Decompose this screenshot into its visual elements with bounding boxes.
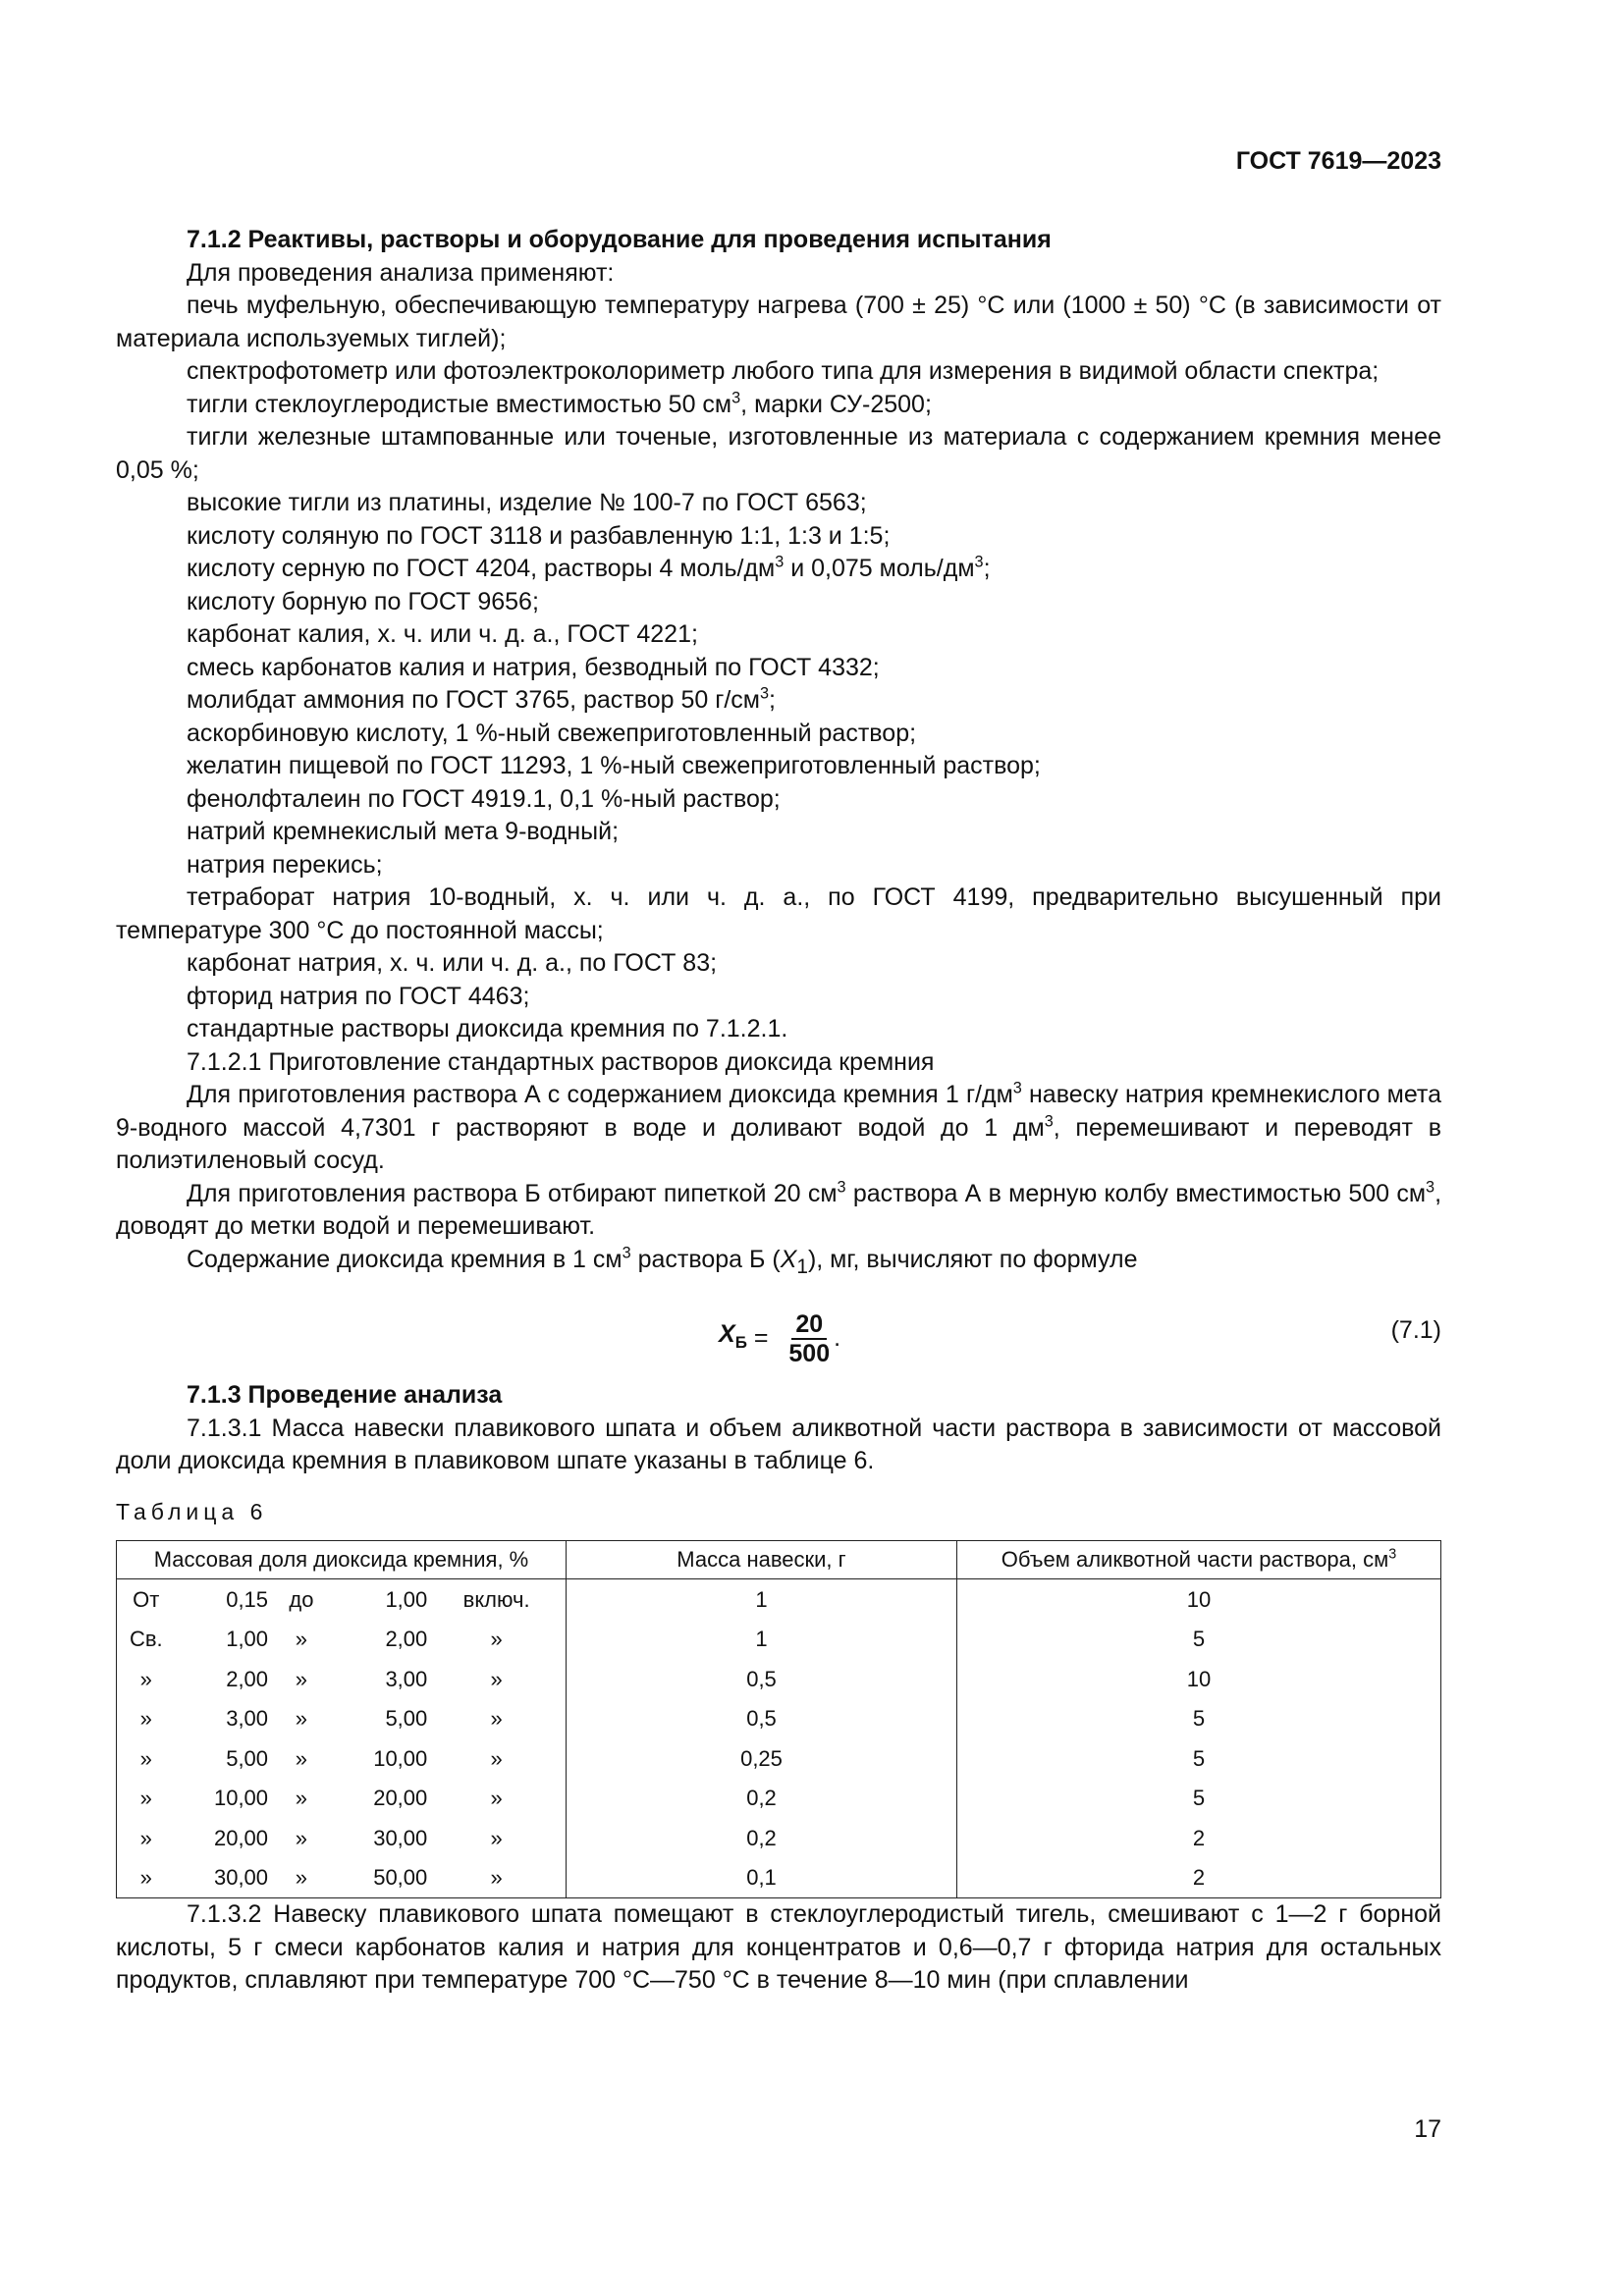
range-prefix: Св. bbox=[117, 1620, 176, 1660]
reagent-item: тигли стеклоуглеродистые вместимостью 50 $см^3$, марки СУ-2500; bbox=[187, 389, 932, 418]
formula-intro-subscript: 1 bbox=[796, 1255, 808, 1278]
range-separator: » bbox=[295, 1706, 308, 1731]
reagent-item: аскорбиновую кислоту, 1 %-ный свежеприготовленный раствор; bbox=[187, 719, 917, 747]
table-row bbox=[117, 1858, 1441, 1898]
section-7-1-3-2-paragraph: 7.1.3.2 Навеску плавикового шпата помещают в стеклоуглеродистый тигель, смешивают с 1—2 г борной кислоты, 5 г смеси карбонатов калия и натрия для концентратов и 0,6—0,7 г фторида натрия для остальных продуктов, сплавляют при температуре 700 °С—750 °С в течение 8—10 мин (при сплавлении bbox=[116, 1900, 1441, 1994]
formula-intro-variable: X bbox=[780, 1245, 797, 1273]
reagent-item: желатин пищевой по ГОСТ 11293, 1 %-ный свежеприготовленный раствор; bbox=[187, 752, 1041, 779]
range-to: 20,00 bbox=[373, 1786, 428, 1810]
formula-variable: $X_Б$ bbox=[719, 1320, 747, 1353]
aliquot-volume-cell: 2 bbox=[957, 1858, 1441, 1898]
section-7-1-3-heading: 7.1.3 Проведение анализа bbox=[187, 1381, 503, 1409]
sample-mass-cell: 0,2 bbox=[567, 1818, 957, 1858]
table-header-row bbox=[117, 1541, 1441, 1579]
range-separator: » bbox=[295, 1627, 308, 1651]
section-7-1-2-heading: 7.1.2 Реактивы, растворы и оборудование для проведения испытания bbox=[187, 226, 1052, 253]
range-to: 1,00 bbox=[385, 1586, 428, 1612]
range-from: 0,15 bbox=[226, 1586, 269, 1612]
formula-numerator: 20 bbox=[791, 1310, 827, 1340]
range-prefix: » bbox=[117, 1818, 176, 1858]
table-row bbox=[117, 1818, 1441, 1858]
formula-subscript: Б bbox=[734, 1333, 747, 1353]
aliquot-volume-cell: 10 bbox=[957, 1579, 1441, 1620]
table-6 bbox=[116, 1540, 1441, 1898]
reagent-item: карбонат натрия, х. ч. или ч. д. а., по ГОСТ 83; bbox=[187, 949, 718, 977]
formula-intro-paragraph bbox=[116, 1244, 1441, 1284]
range-suffix: » bbox=[490, 1786, 503, 1810]
sample-mass-cell: 0,2 bbox=[567, 1779, 957, 1819]
formula-intro-text: Содержание диоксида кремния в 1 $см^3$ раствора Б ( bbox=[187, 1244, 781, 1273]
range-to: 2,00 bbox=[385, 1627, 428, 1651]
reagent-item: стандартные растворы диоксида кремния по 7.1.2.1. bbox=[187, 1015, 788, 1042]
range-prefix: » bbox=[117, 1699, 176, 1739]
reagent-item: высокие тигли из платины, изделие № 100-7 по ГОСТ 6563; bbox=[187, 489, 867, 516]
range-to: 50,00 bbox=[335, 1858, 427, 1898]
reagent-item: тигли железные штампованные или точеные, изготовленные из материала с содержанием кремния менее 0,05 %; bbox=[116, 423, 1441, 484]
range-suffix: » bbox=[490, 1825, 503, 1850]
reagent-item: кислоту борную по ГОСТ 9656; bbox=[187, 587, 539, 615]
sample-mass-cell: 1 bbox=[567, 1620, 957, 1660]
table-header-aliquot-volume: Объем аликвотной части раствора, $см^3$ bbox=[957, 1541, 1441, 1579]
range-suffix: » bbox=[490, 1706, 503, 1731]
aliquot-volume-cell: 5 bbox=[957, 1620, 1441, 1660]
range-to: 5,00 bbox=[385, 1706, 428, 1731]
formula-equals: = bbox=[746, 1324, 776, 1353]
aliquot-volume-cell: 5 bbox=[957, 1699, 1441, 1739]
table-row bbox=[117, 1659, 1441, 1699]
sample-mass-cell: 0,5 bbox=[567, 1659, 957, 1699]
reagent-item: печь муфельную, обеспечивающую температуру нагрева (700 ± 25) °С или (1000 ± 50) °С (в зависимости от материала используемых тиглей); bbox=[116, 292, 1441, 352]
range-suffix: включ. bbox=[462, 1586, 530, 1612]
formula-period: . bbox=[834, 1324, 841, 1353]
range-from: 2,00 bbox=[226, 1666, 269, 1691]
range-separator: » bbox=[295, 1745, 308, 1771]
range-prefix: От bbox=[117, 1579, 176, 1620]
range-prefix: » bbox=[117, 1659, 176, 1699]
reagent-item: кислоту серную по ГОСТ 4204, растворы 4 моль/$дм^3$ и 0,075 моль/$дм^3$; bbox=[187, 553, 991, 582]
table-body bbox=[117, 1579, 1441, 1898]
range-prefix: » bbox=[117, 1738, 176, 1779]
table-row bbox=[117, 1620, 1441, 1660]
sample-mass-cell: 0,25 bbox=[567, 1738, 957, 1779]
sample-mass-cell: 1 bbox=[567, 1579, 957, 1620]
range-suffix: » bbox=[427, 1858, 566, 1898]
range-from: 3,00 bbox=[226, 1706, 269, 1731]
range-suffix: » bbox=[490, 1627, 503, 1651]
range-separator: » bbox=[295, 1786, 308, 1810]
reagent-item: фторид натрия по ГОСТ 4463; bbox=[187, 982, 530, 1010]
sample-mass-cell: 0,1 bbox=[567, 1858, 957, 1898]
document-number: ГОСТ 7619—2023 bbox=[1235, 147, 1441, 175]
reagent-item: натрий кремнекислый мета 9-водный; bbox=[187, 818, 620, 845]
table-row bbox=[117, 1779, 1441, 1819]
range-from: 5,00 bbox=[226, 1745, 269, 1771]
reagent-item: спектрофотометр или фотоэлектроколориметр любого типа для измерения в видимой области спектра; bbox=[187, 357, 1380, 385]
range-to: 3,00 bbox=[385, 1666, 428, 1691]
reagent-list bbox=[116, 290, 1441, 1046]
reagent-item: натрия перекись; bbox=[187, 850, 383, 879]
range-suffix: » bbox=[490, 1666, 503, 1691]
main-content bbox=[116, 224, 1441, 1998]
range-separator: » bbox=[295, 1666, 308, 1691]
section-7-1-3-1-paragraph: 7.1.3.1 Масса навески плавикового шпата и объем аликвотной части раствора в зависимости от массовой доли диоксида кремния в плавиковом шпате указаны в таблице 6. bbox=[116, 1414, 1441, 1474]
aliquot-volume-cell: 2 bbox=[957, 1818, 1441, 1858]
range-separator: до bbox=[289, 1586, 314, 1612]
reagent-item: фенолфталеин по ГОСТ 4919.1, 0,1 %-ный раствор; bbox=[187, 784, 781, 813]
range-from: 20,00 bbox=[213, 1825, 269, 1850]
formula-7-1 bbox=[116, 1291, 1441, 1379]
formula-denominator: 500 bbox=[788, 1340, 831, 1367]
range-prefix: » bbox=[117, 1858, 176, 1898]
range-from: 10,00 bbox=[213, 1786, 269, 1810]
formula-expression bbox=[719, 1310, 840, 1367]
range-prefix: » bbox=[117, 1779, 176, 1819]
reagent-item: тетраборат натрия 10-водный, х. ч. или ч. д. а., по ГОСТ 4199, предварительно высушенный при температуре 300 °С до постоянной массы; bbox=[116, 883, 1441, 944]
solution-b-paragraph: Для приготовления раствора Б отбирают пипеткой 20 $см^3$ раствора А в мерную колбу вместимостью 500 $см^3$, доводят до метки водой и перемешивают. bbox=[116, 1178, 1442, 1240]
section-7-1-2-1-heading: 7.1.2.1 Приготовление стандартных растворов диоксида кремния bbox=[187, 1047, 935, 1076]
reagent-item: молибдат аммония по ГОСТ 3765, раствор 50 $г/см^3$; bbox=[187, 684, 776, 714]
range-separator: » bbox=[295, 1825, 308, 1850]
table-header-sample-mass: Масса навески, г bbox=[567, 1541, 957, 1579]
aliquot-volume-cell: 5 bbox=[957, 1738, 1441, 1779]
table-row bbox=[117, 1738, 1441, 1779]
range-from: 1,00 bbox=[226, 1627, 269, 1651]
reagent-item: кислоту соляную по ГОСТ 3118 и разбавленную 1:1, 1:3 и 1:5; bbox=[187, 521, 891, 550]
section-7-1-2-intro: Для проведения анализа применяют: bbox=[187, 258, 615, 287]
reagent-item: смесь карбонатов калия и натрия, безводный по ГОСТ 4332; bbox=[187, 653, 880, 681]
formula-number: (7.1) bbox=[1390, 1316, 1441, 1344]
page-number: 17 bbox=[1414, 2115, 1441, 2143]
table-header-mass-fraction: Массовая доля диоксида кремния, % bbox=[117, 1541, 567, 1579]
range-separator: » bbox=[268, 1858, 335, 1898]
aliquot-volume-cell: 10 bbox=[957, 1659, 1441, 1699]
range-from: 30,00 bbox=[176, 1858, 268, 1898]
formula-fraction bbox=[785, 1310, 834, 1367]
formula-intro-tail: ), мг, вычисляют по формуле bbox=[807, 1245, 1138, 1273]
table-row bbox=[117, 1579, 1441, 1620]
solution-a-paragraph: Для приготовления раствора А с содержанием диоксида кремния 1 $г/дм^3$ навеску натрия кремнекислого мета 9-водного массой 4,7301 г растворяют в воде и доливают водой до 1 $дм^3$, перемешивают и переводят в полиэтиленовый сосуд. bbox=[116, 1079, 1441, 1174]
sample-mass-cell: 0,5 bbox=[567, 1699, 957, 1739]
range-to: 30,00 bbox=[373, 1825, 428, 1850]
table-caption: Таблица 6 bbox=[116, 1498, 268, 1524]
range-suffix: » bbox=[490, 1745, 503, 1771]
table-row bbox=[117, 1699, 1441, 1739]
aliquot-volume-cell: 5 bbox=[957, 1779, 1441, 1819]
reagent-item: карбонат калия, х. ч. или ч. д. а., ГОСТ 4221; bbox=[187, 620, 698, 648]
range-to: 10,00 bbox=[373, 1745, 428, 1771]
